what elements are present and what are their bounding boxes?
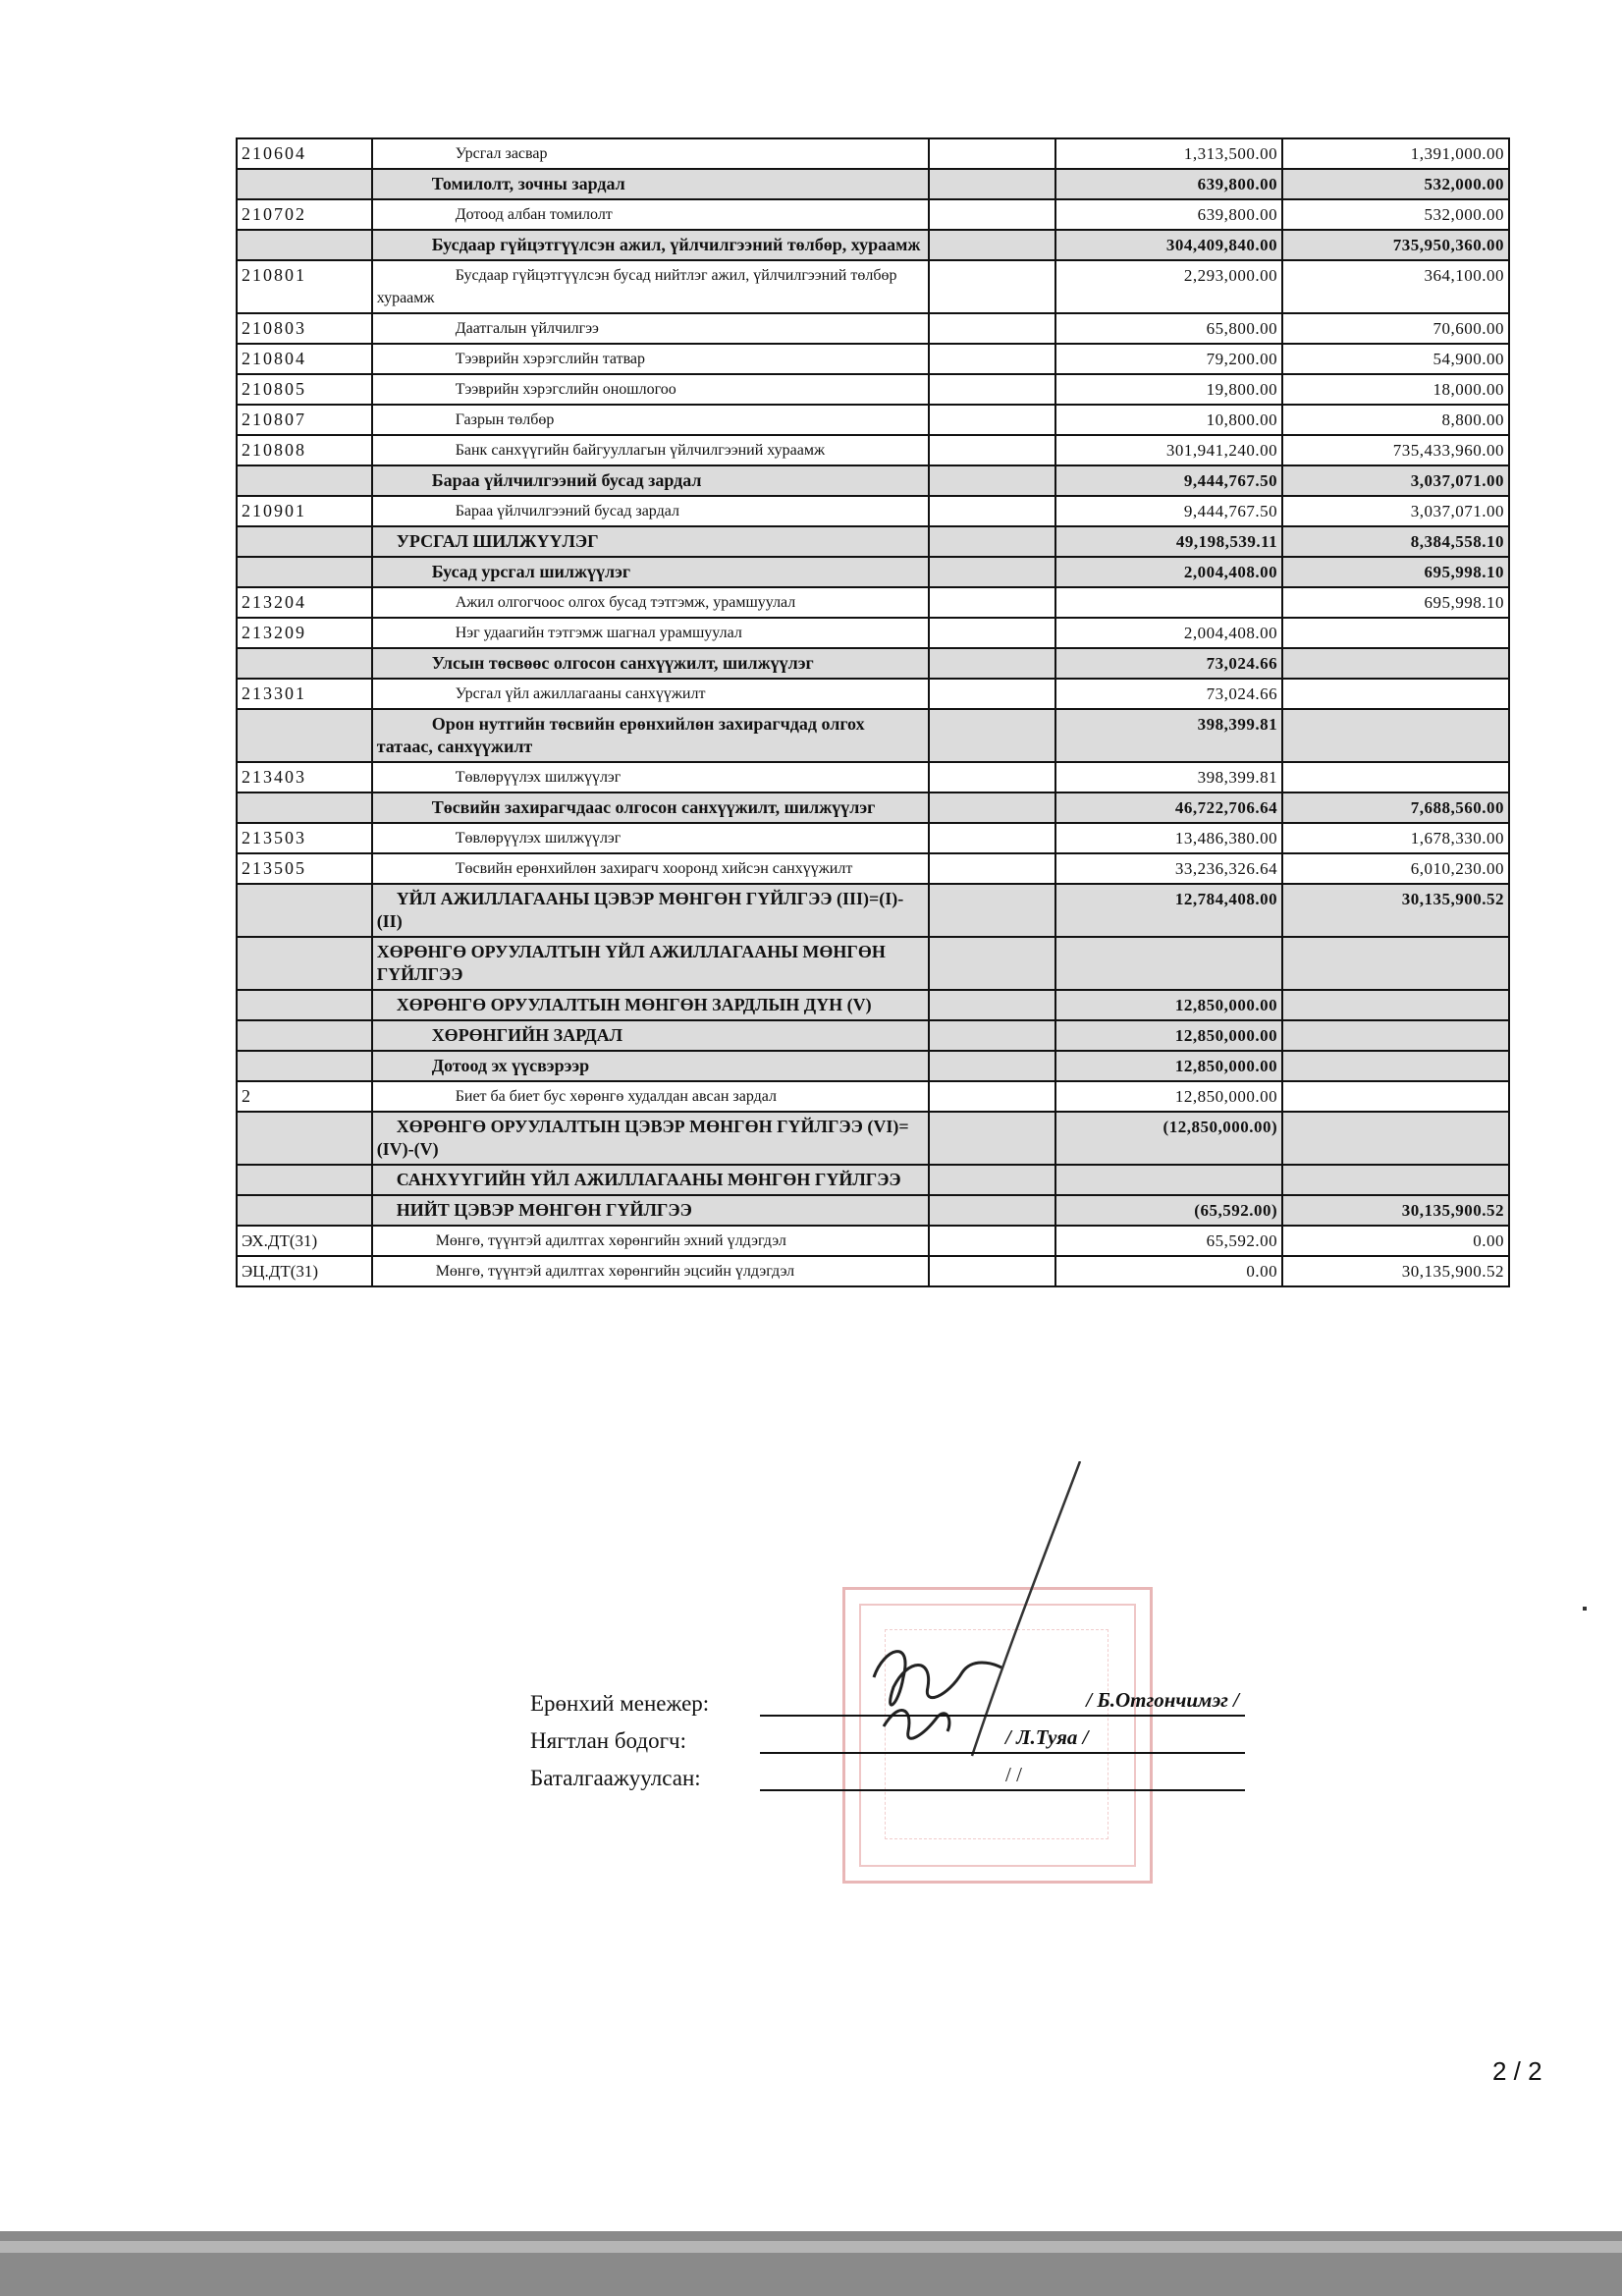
table-row bbox=[237, 199, 1509, 230]
account-code-cell: 213209 bbox=[237, 618, 372, 648]
table-row bbox=[237, 405, 1509, 435]
prior-period-value-cell: 0.00 bbox=[1282, 1226, 1509, 1256]
table-row bbox=[237, 169, 1509, 199]
note-cell bbox=[929, 374, 1056, 405]
line-item-name-cell: Нэг удаагийн тэтгэмж шагнал урамшуулал bbox=[372, 618, 929, 648]
current-period-value-cell: 398,399.81 bbox=[1055, 762, 1282, 793]
note-cell bbox=[929, 823, 1056, 853]
line-item-name-cell: Банк санхүүгийн байгууллагын үйлчилгээний хураамж bbox=[372, 435, 929, 465]
verified-name: / / bbox=[1005, 1763, 1022, 1786]
prior-period-value-cell: 7,688,560.00 bbox=[1282, 793, 1509, 823]
note-cell bbox=[929, 648, 1056, 679]
line-item-name-cell: УРСГАЛ ШИЛЖҮҮЛЭГ bbox=[372, 526, 929, 557]
table-row bbox=[237, 1195, 1509, 1226]
current-period-value-cell: 12,850,000.00 bbox=[1055, 990, 1282, 1020]
scanner-edge bbox=[0, 2231, 1622, 2296]
prior-period-value-cell: 695,998.10 bbox=[1282, 557, 1509, 587]
note-cell bbox=[929, 884, 1056, 937]
note-cell bbox=[929, 1165, 1056, 1195]
prior-period-value-cell: 70,600.00 bbox=[1282, 313, 1509, 344]
account-code-cell bbox=[237, 884, 372, 937]
current-period-value-cell: 46,722,706.64 bbox=[1055, 793, 1282, 823]
account-code-cell: ЭХ.ДТ(31) bbox=[237, 1226, 372, 1256]
table-row bbox=[237, 990, 1509, 1020]
line-item-name-cell: Урсгал засвар bbox=[372, 138, 929, 169]
table-row bbox=[237, 1165, 1509, 1195]
verified-signature-row bbox=[530, 1754, 1276, 1791]
current-period-value-cell: 65,800.00 bbox=[1055, 313, 1282, 344]
account-code-cell: 213505 bbox=[237, 853, 372, 884]
table-row bbox=[237, 496, 1509, 526]
current-period-value-cell: 639,800.00 bbox=[1055, 169, 1282, 199]
line-item-name-cell: Бусдаар гүйцэтгүүлсэн ажил, үйлчилгээний төлбөр, хураамж bbox=[372, 230, 929, 260]
account-code-cell: 210808 bbox=[237, 435, 372, 465]
note-cell bbox=[929, 199, 1056, 230]
prior-period-value-cell: 1,391,000.00 bbox=[1282, 138, 1509, 169]
table-row bbox=[237, 1051, 1509, 1081]
line-item-name-cell: Тээврийн хэрэгслийн татвар bbox=[372, 344, 929, 374]
prior-period-value-cell: 735,950,360.00 bbox=[1282, 230, 1509, 260]
line-item-name-cell: Дотоод эх үүсвэрээр bbox=[372, 1051, 929, 1081]
prior-period-value-cell: 18,000.00 bbox=[1282, 374, 1509, 405]
line-item-name-cell: Газрын төлбөр bbox=[372, 405, 929, 435]
note-cell bbox=[929, 1081, 1056, 1112]
note-cell bbox=[929, 853, 1056, 884]
account-code-cell bbox=[237, 1020, 372, 1051]
current-period-value-cell: 304,409,840.00 bbox=[1055, 230, 1282, 260]
account-code-cell: 210604 bbox=[237, 138, 372, 169]
line-item-name-cell: Даатгалын үйлчилгээ bbox=[372, 313, 929, 344]
prior-period-value-cell: 6,010,230.00 bbox=[1282, 853, 1509, 884]
current-period-value-cell: 19,800.00 bbox=[1055, 374, 1282, 405]
accountant-label: Нягтлан бодогч: bbox=[530, 1728, 686, 1753]
note-cell bbox=[929, 587, 1056, 618]
note-cell bbox=[929, 709, 1056, 762]
prior-period-value-cell: 30,135,900.52 bbox=[1282, 1256, 1509, 1286]
line-item-name-cell: Бусад урсгал шилжүүлэг bbox=[372, 557, 929, 587]
account-code-cell bbox=[237, 1112, 372, 1165]
note-cell bbox=[929, 260, 1056, 313]
line-item-name-cell: ХӨРӨНГИЙН ЗАРДАЛ bbox=[372, 1020, 929, 1051]
table-row bbox=[237, 260, 1509, 313]
note-cell bbox=[929, 496, 1056, 526]
accountant-name: / Л.Туяа / bbox=[1005, 1725, 1089, 1749]
table-row bbox=[237, 1112, 1509, 1165]
line-item-name-cell: ХӨРӨНГӨ ОРУУЛАЛТЫН ЦЭВЭР МӨНГӨН ГҮЙЛГЭЭ (VI)=(IV)-(V) bbox=[372, 1112, 929, 1165]
line-item-name-cell: Бараа үйлчилгээний бусад зардал bbox=[372, 496, 929, 526]
current-period-value-cell: 12,850,000.00 bbox=[1055, 1051, 1282, 1081]
line-item-name-cell: Мөнгө, түүнтэй адилтгах хөрөнгийн эцсийн үлдэгдэл bbox=[372, 1256, 929, 1286]
page-number: 2 / 2 bbox=[1492, 2056, 1542, 2086]
current-period-value-cell: 2,004,408.00 bbox=[1055, 557, 1282, 587]
line-item-name-cell: Дотоод албан томилолт bbox=[372, 199, 929, 230]
current-period-value-cell: 12,850,000.00 bbox=[1055, 1020, 1282, 1051]
table-row bbox=[237, 1020, 1509, 1051]
account-code-cell: 2 bbox=[237, 1081, 372, 1112]
table-row bbox=[237, 435, 1509, 465]
note-cell bbox=[929, 465, 1056, 496]
table-row bbox=[237, 679, 1509, 709]
account-code-cell bbox=[237, 937, 372, 990]
prior-period-value-cell: 532,000.00 bbox=[1282, 199, 1509, 230]
note-cell bbox=[929, 762, 1056, 793]
line-item-name-cell: ХӨРӨНГӨ ОРУУЛАЛТЫН ҮЙЛ АЖИЛЛАГААНЫ МӨНГӨН ГҮЙЛГЭЭ bbox=[372, 937, 929, 990]
note-cell bbox=[929, 344, 1056, 374]
table-row bbox=[237, 884, 1509, 937]
line-item-name-cell: Төвлөрүүлэх шилжүүлэг bbox=[372, 823, 929, 853]
current-period-value-cell bbox=[1055, 1165, 1282, 1195]
current-period-value-cell: 10,800.00 bbox=[1055, 405, 1282, 435]
current-period-value-cell bbox=[1055, 937, 1282, 990]
line-item-name-cell: Ажил олгогчоос олгох бусад тэтгэмж, урамшуулал bbox=[372, 587, 929, 618]
signature-block bbox=[530, 1679, 1276, 1791]
line-item-name-cell: Томилолт, зочны зардал bbox=[372, 169, 929, 199]
note-cell bbox=[929, 557, 1056, 587]
line-item-name-cell: Улсын төсвөөс олгосон санхүүжилт, шилжүүлэг bbox=[372, 648, 929, 679]
current-period-value-cell: 398,399.81 bbox=[1055, 709, 1282, 762]
prior-period-value-cell bbox=[1282, 1165, 1509, 1195]
current-period-value-cell: 12,784,408.00 bbox=[1055, 884, 1282, 937]
line-item-name-cell: Төсвийн захирагчдаас олгосон санхүүжилт, шилжүүлэг bbox=[372, 793, 929, 823]
prior-period-value-cell bbox=[1282, 1020, 1509, 1051]
line-item-name-cell: Биет ба биет бус хөрөнгө худалдан авсан зардал bbox=[372, 1081, 929, 1112]
account-code-cell bbox=[237, 169, 372, 199]
prior-period-value-cell: 532,000.00 bbox=[1282, 169, 1509, 199]
current-period-value-cell: 0.00 bbox=[1055, 1256, 1282, 1286]
account-code-cell: 210805 bbox=[237, 374, 372, 405]
manager-name: / Б.Отгончимэг / bbox=[1086, 1688, 1239, 1712]
verified-label: Баталгаажуулсан: bbox=[530, 1766, 701, 1790]
prior-period-value-cell bbox=[1282, 1081, 1509, 1112]
prior-period-value-cell: 3,037,071.00 bbox=[1282, 496, 1509, 526]
account-code-cell bbox=[237, 526, 372, 557]
note-cell bbox=[929, 138, 1056, 169]
manager-signature-row bbox=[530, 1679, 1276, 1717]
account-code-cell: 210702 bbox=[237, 199, 372, 230]
account-code-cell bbox=[237, 1165, 372, 1195]
prior-period-value-cell bbox=[1282, 1051, 1509, 1081]
table-row bbox=[237, 793, 1509, 823]
account-code-cell: 210801 bbox=[237, 260, 372, 313]
table-row bbox=[237, 526, 1509, 557]
table-row bbox=[237, 853, 1509, 884]
account-code-cell: 210803 bbox=[237, 313, 372, 344]
current-period-value-cell: 13,486,380.00 bbox=[1055, 823, 1282, 853]
table-row bbox=[237, 1226, 1509, 1256]
manager-signature-line bbox=[760, 1687, 1245, 1717]
account-code-cell bbox=[237, 648, 372, 679]
prior-period-value-cell bbox=[1282, 1112, 1509, 1165]
prior-period-value-cell: 1,678,330.00 bbox=[1282, 823, 1509, 853]
line-item-name-cell: Төсвийн ерөнхийлөн захирагч хооронд хийсэн санхүүжилт bbox=[372, 853, 929, 884]
current-period-value-cell: 2,004,408.00 bbox=[1055, 618, 1282, 648]
line-item-name-cell: Бусдаар гүйцэтгүүлсэн бусад нийтлэг ажил, үйлчилгээний төлбөр хураамж bbox=[372, 260, 929, 313]
note-cell bbox=[929, 1051, 1056, 1081]
note-cell bbox=[929, 435, 1056, 465]
line-item-name-cell: Төвлөрүүлэх шилжүүлэг bbox=[372, 762, 929, 793]
current-period-value-cell: 9,444,767.50 bbox=[1055, 496, 1282, 526]
table-row bbox=[237, 465, 1509, 496]
current-period-value-cell: 301,941,240.00 bbox=[1055, 435, 1282, 465]
prior-period-value-cell: 8,384,558.10 bbox=[1282, 526, 1509, 557]
note-cell bbox=[929, 169, 1056, 199]
current-period-value-cell: 65,592.00 bbox=[1055, 1226, 1282, 1256]
prior-period-value-cell: 3,037,071.00 bbox=[1282, 465, 1509, 496]
current-period-value-cell: 73,024.66 bbox=[1055, 679, 1282, 709]
table-row bbox=[237, 1256, 1509, 1286]
account-code-cell: 213301 bbox=[237, 679, 372, 709]
current-period-value-cell: 639,800.00 bbox=[1055, 199, 1282, 230]
note-cell bbox=[929, 679, 1056, 709]
table-row bbox=[237, 937, 1509, 990]
account-code-cell bbox=[237, 557, 372, 587]
account-code-cell bbox=[237, 709, 372, 762]
table-row bbox=[237, 618, 1509, 648]
note-cell bbox=[929, 526, 1056, 557]
account-code-cell bbox=[237, 990, 372, 1020]
account-code-cell: ЭЦ.ДТ(31) bbox=[237, 1256, 372, 1286]
current-period-value-cell: (65,592.00) bbox=[1055, 1195, 1282, 1226]
line-item-name-cell: САНХҮҮГИЙН ҮЙЛ АЖИЛЛАГААНЫ МӨНГӨН ГҮЙЛГЭЭ bbox=[372, 1165, 929, 1195]
prior-period-value-cell bbox=[1282, 679, 1509, 709]
line-item-name-cell: Бараа үйлчилгээний бусад зардал bbox=[372, 465, 929, 496]
prior-period-value-cell bbox=[1282, 990, 1509, 1020]
account-code-cell: 213403 bbox=[237, 762, 372, 793]
table-row bbox=[237, 709, 1509, 762]
prior-period-value-cell: 364,100.00 bbox=[1282, 260, 1509, 313]
table-row bbox=[237, 344, 1509, 374]
line-item-name-cell: Орон нутгийн төсвийн ерөнхийлөн захирагчдад олгох татаас, санхүүжилт bbox=[372, 709, 929, 762]
prior-period-value-cell: 8,800.00 bbox=[1282, 405, 1509, 435]
table-row bbox=[237, 230, 1509, 260]
table-row bbox=[237, 313, 1509, 344]
account-code-cell: 210807 bbox=[237, 405, 372, 435]
current-period-value-cell: 33,236,326.64 bbox=[1055, 853, 1282, 884]
current-period-value-cell: 1,313,500.00 bbox=[1055, 138, 1282, 169]
line-item-name-cell: ХӨРӨНГӨ ОРУУЛАЛТЫН МӨНГӨН ЗАРДЛЫН ДҮН (V) bbox=[372, 990, 929, 1020]
prior-period-value-cell bbox=[1282, 618, 1509, 648]
note-cell bbox=[929, 1020, 1056, 1051]
prior-period-value-cell bbox=[1282, 762, 1509, 793]
note-cell bbox=[929, 1256, 1056, 1286]
current-period-value-cell: 49,198,539.11 bbox=[1055, 526, 1282, 557]
account-code-cell: 210901 bbox=[237, 496, 372, 526]
current-period-value-cell: 73,024.66 bbox=[1055, 648, 1282, 679]
note-cell bbox=[929, 990, 1056, 1020]
note-cell bbox=[929, 1226, 1056, 1256]
line-item-name-cell: Мөнгө, түүнтэй адилтгах хөрөнгийн эхний үлдэгдэл bbox=[372, 1226, 929, 1256]
prior-period-value-cell: 695,998.10 bbox=[1282, 587, 1509, 618]
account-code-cell bbox=[237, 230, 372, 260]
note-cell bbox=[929, 793, 1056, 823]
table-row bbox=[237, 587, 1509, 618]
table-row bbox=[237, 374, 1509, 405]
prior-period-value-cell: 54,900.00 bbox=[1282, 344, 1509, 374]
line-item-name-cell: Урсгал үйл ажиллагааны санхүүжилт bbox=[372, 679, 929, 709]
current-period-value-cell: 2,293,000.00 bbox=[1055, 260, 1282, 313]
table-body bbox=[237, 138, 1509, 1286]
note-cell bbox=[929, 230, 1056, 260]
prior-period-value-cell: 735,433,960.00 bbox=[1282, 435, 1509, 465]
account-code-cell: 210804 bbox=[237, 344, 372, 374]
cash-flow-table bbox=[236, 137, 1510, 1287]
accountant-signature-row bbox=[530, 1717, 1276, 1754]
scan-speck bbox=[1583, 1607, 1587, 1611]
account-code-cell: 213204 bbox=[237, 587, 372, 618]
line-item-name-cell: ҮЙЛ АЖИЛЛАГААНЫ ЦЭВЭР МӨНГӨН ГҮЙЛГЭЭ (III)=(I)-(II) bbox=[372, 884, 929, 937]
note-cell bbox=[929, 405, 1056, 435]
table-row bbox=[237, 648, 1509, 679]
table-row bbox=[237, 762, 1509, 793]
table-row bbox=[237, 138, 1509, 169]
table-row bbox=[237, 1081, 1509, 1112]
account-code-cell: 213503 bbox=[237, 823, 372, 853]
account-code-cell bbox=[237, 1195, 372, 1226]
current-period-value-cell bbox=[1055, 587, 1282, 618]
account-code-cell bbox=[237, 465, 372, 496]
table-row bbox=[237, 823, 1509, 853]
manager-label: Ерөнхий менежер: bbox=[530, 1691, 710, 1716]
current-period-value-cell: (12,850,000.00) bbox=[1055, 1112, 1282, 1165]
note-cell bbox=[929, 313, 1056, 344]
current-period-value-cell: 79,200.00 bbox=[1055, 344, 1282, 374]
note-cell bbox=[929, 1195, 1056, 1226]
line-item-name-cell: НИЙТ ЦЭВЭР МӨНГӨН ГҮЙЛГЭЭ bbox=[372, 1195, 929, 1226]
note-cell bbox=[929, 618, 1056, 648]
line-item-name-cell: Тээврийн хэрэгслийн оношлогоо bbox=[372, 374, 929, 405]
current-period-value-cell: 9,444,767.50 bbox=[1055, 465, 1282, 496]
note-cell bbox=[929, 937, 1056, 990]
accountant-signature-line bbox=[760, 1724, 1245, 1754]
prior-period-value-cell: 30,135,900.52 bbox=[1282, 1195, 1509, 1226]
verified-signature-line bbox=[760, 1762, 1245, 1791]
account-code-cell bbox=[237, 1051, 372, 1081]
account-code-cell bbox=[237, 793, 372, 823]
prior-period-value-cell bbox=[1282, 648, 1509, 679]
current-period-value-cell: 12,850,000.00 bbox=[1055, 1081, 1282, 1112]
prior-period-value-cell: 30,135,900.52 bbox=[1282, 884, 1509, 937]
note-cell bbox=[929, 1112, 1056, 1165]
table-row bbox=[237, 557, 1509, 587]
prior-period-value-cell bbox=[1282, 709, 1509, 762]
prior-period-value-cell bbox=[1282, 937, 1509, 990]
